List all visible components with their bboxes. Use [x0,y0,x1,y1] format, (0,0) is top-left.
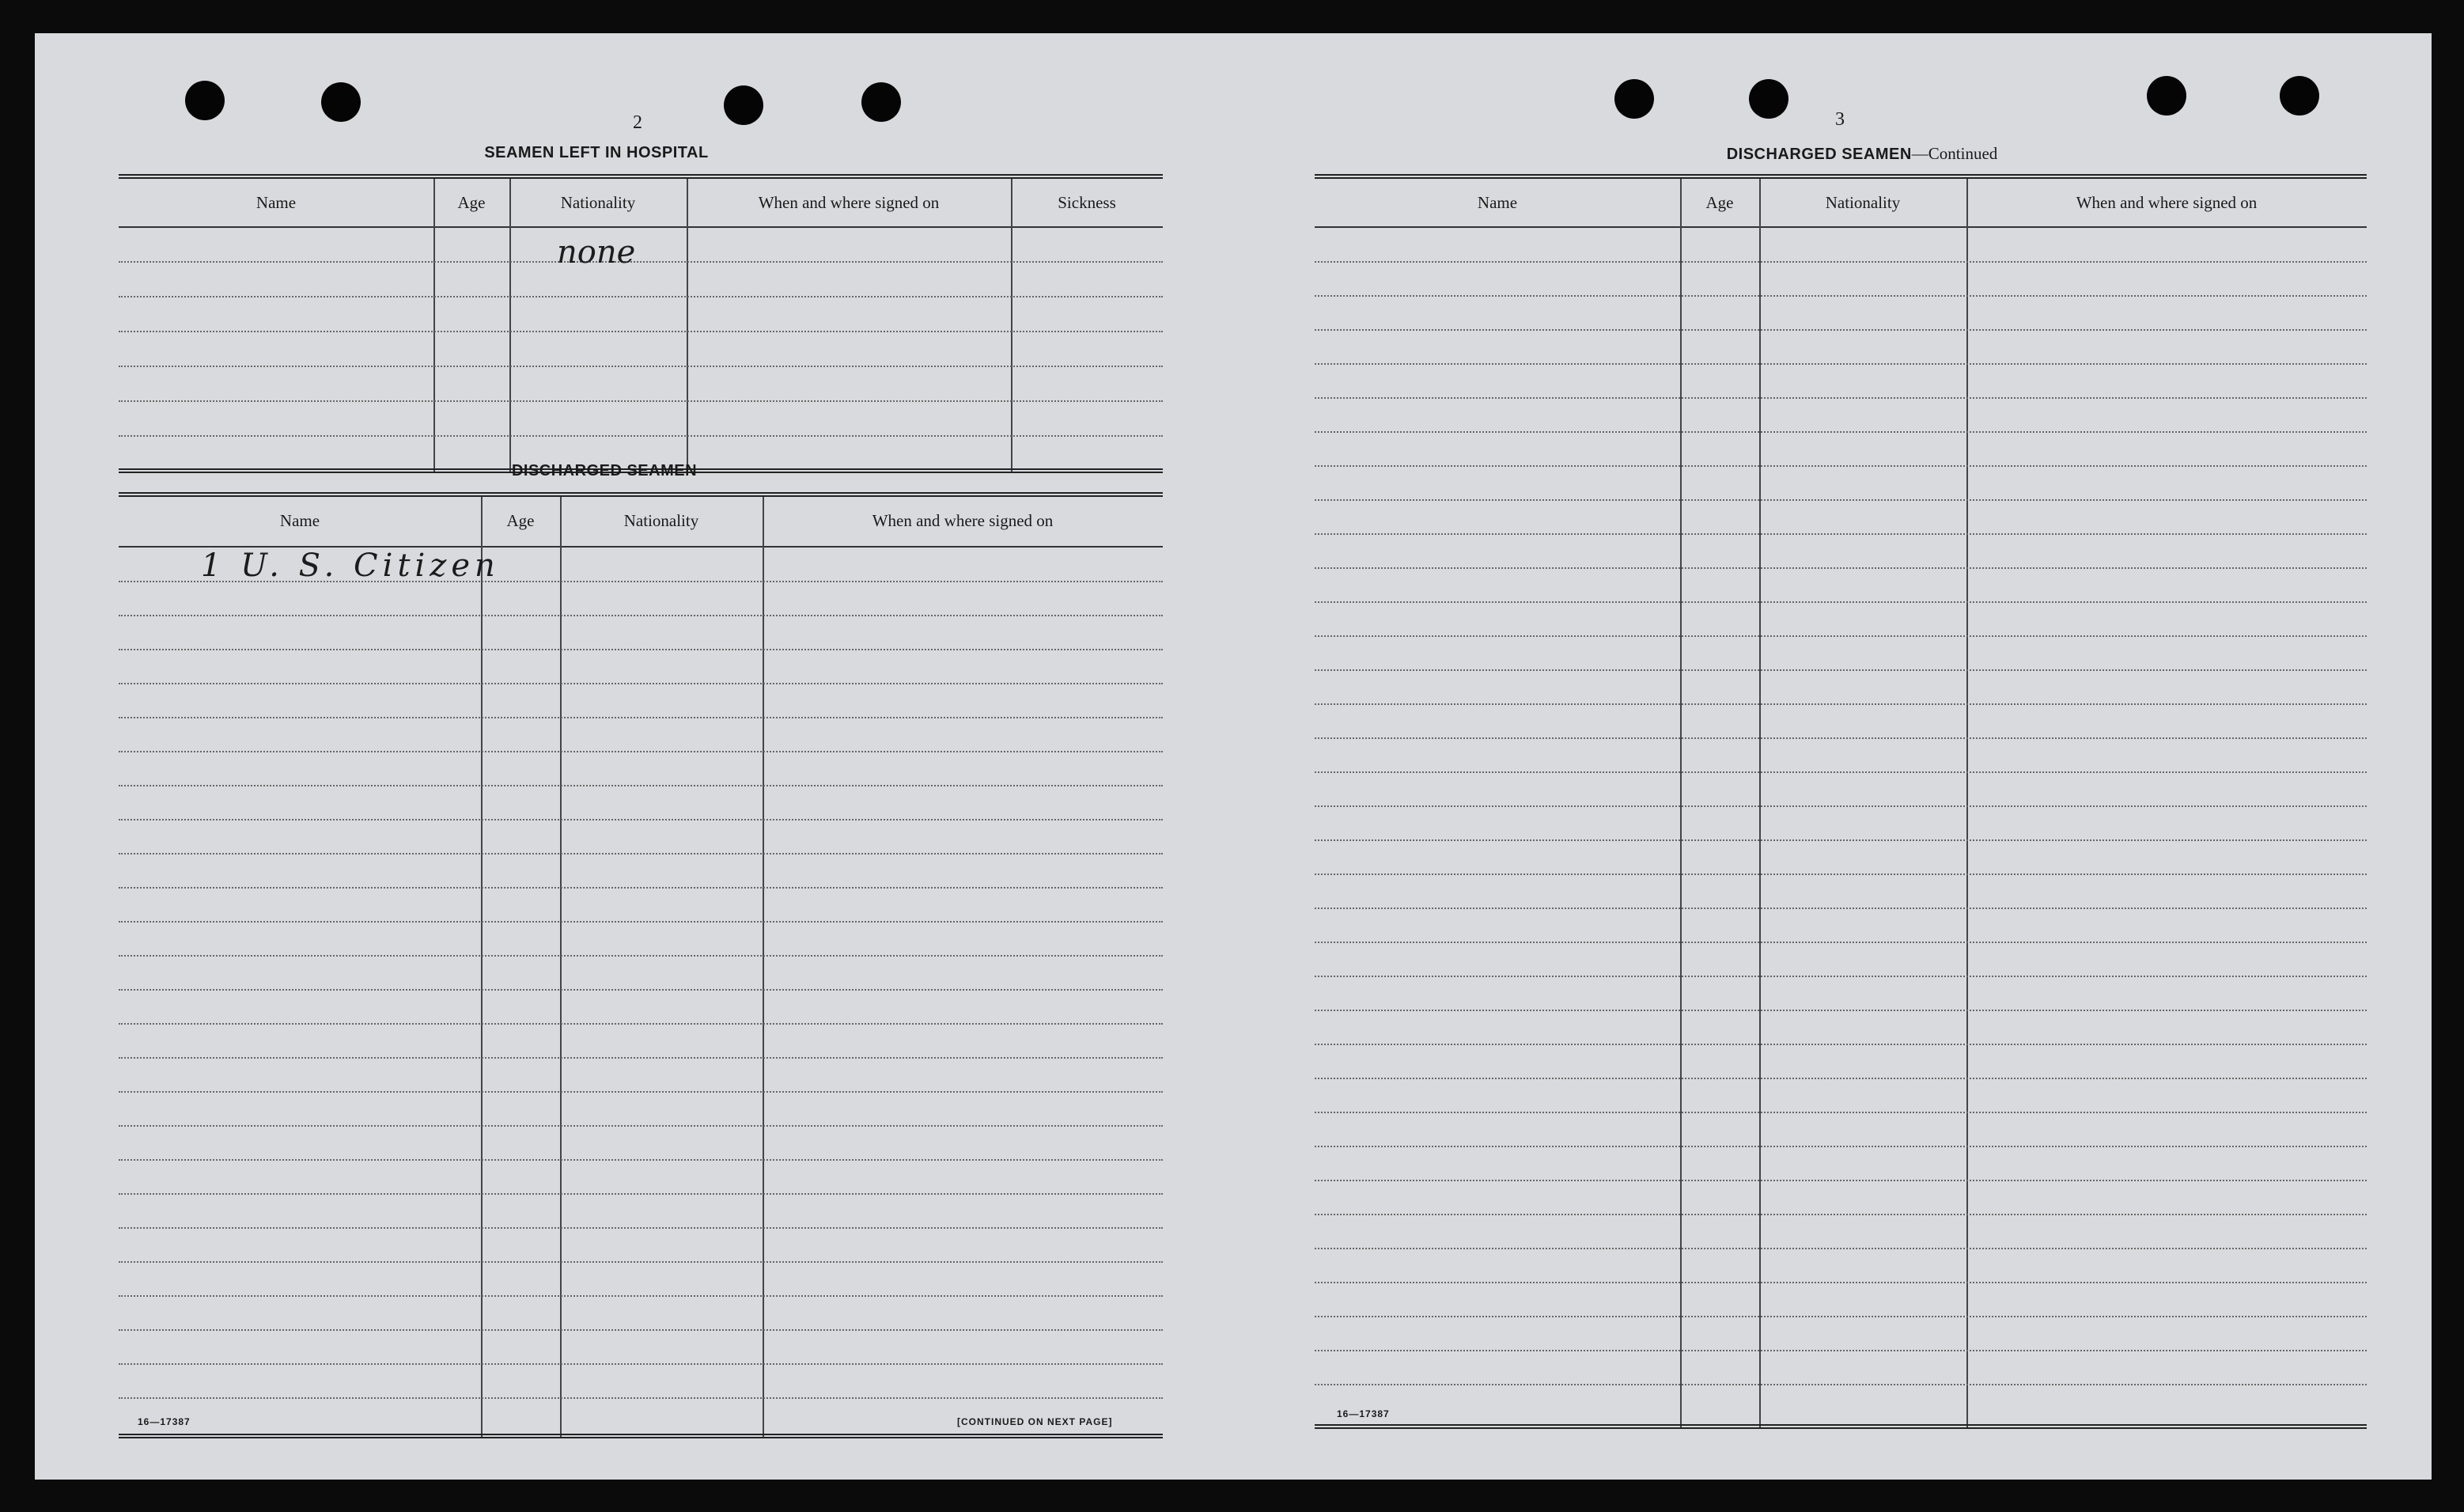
punch-hole [2280,76,2319,116]
discharged-table-right [1315,174,2367,1432]
col-header-age: Age [457,193,486,212]
col-header-name: Name [279,511,320,530]
punch-hole [2147,76,2186,116]
col-header-age: Age [506,511,535,530]
page-number: 2 [633,112,642,133]
col-header-name: Name [255,193,297,212]
punch-hole [321,82,361,122]
col-header-signed-on: When and where signed on [2076,193,2258,212]
col-header-sickness: Sickness [1058,193,1116,212]
col-header-age: Age [1705,193,1734,212]
col-header-nationality: Nationality [623,511,699,530]
form-number: 16—17387 [138,1416,191,1427]
col-header-nationality: Nationality [1825,193,1901,212]
hospital-section-title: SEAMEN LEFT IN HOSPITAL [484,144,709,161]
hospital-table [119,174,1163,473]
col-header-nationality: Nationality [560,193,636,212]
punch-hole [185,81,225,120]
punch-hole [1749,79,1788,119]
discharged-continued-title [1617,144,2107,164]
discharged-table-left [119,492,1163,1442]
title-text: DISCHARGED SEAMEN [1726,146,1912,163]
col-header-signed-on: When and where signed on [872,511,1054,530]
punch-hole [724,85,763,125]
discharged-section-title: DISCHARGED SEAMEN [511,462,698,479]
col-header-signed-on: When and where signed on [758,193,940,212]
form-sheet [35,33,2432,1480]
continued-note: [CONTINUED ON NEXT PAGE] [957,1416,1113,1427]
form-number: 16—17387 [1337,1408,1390,1419]
handwritten-name: 1 U. S. Citizen [201,548,500,584]
punch-hole [861,82,901,122]
punch-hole [1614,79,1654,119]
page-number: 3 [1835,109,1845,130]
handwritten-nationality: none [557,234,636,271]
title-suffix: —Continued [1911,144,1998,163]
col-header-name: Name [1477,193,1518,212]
